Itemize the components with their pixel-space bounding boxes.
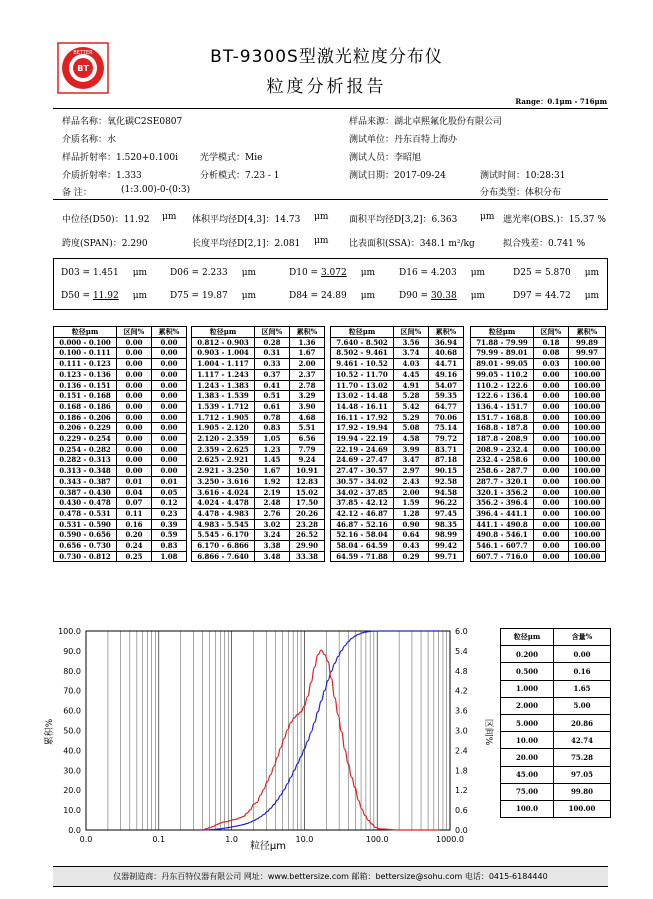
- test-time: 测试时间：10:28:31: [480, 171, 566, 181]
- table-row: 1.905 - 2.120 0.83 5.51: [192, 423, 325, 434]
- x-tick-label: 0.1: [152, 835, 166, 844]
- distribution-table-block: [330, 326, 464, 562]
- table-header: 粒径μm: [54, 327, 117, 338]
- table-row: 64.59 - 71.88 0.29 99.71: [331, 551, 464, 562]
- table-header: 累积%: [290, 327, 325, 338]
- y-left-tick-label: 0.0: [68, 826, 81, 835]
- stat-d32-unit: μm: [480, 212, 495, 222]
- table-row: 0.500 0.16: [501, 663, 611, 680]
- table-row: 0.229 - 0.254 0.00 0.00: [54, 434, 187, 445]
- table-row: 0.903 - 1.004 0.31 1.67: [192, 348, 325, 359]
- table-row: 0.100 - 0.111 0.00 0.00: [54, 348, 187, 359]
- d-value-item: D10 = 3.072 μm: [289, 268, 376, 278]
- y-left-tick-label: 90.0: [63, 646, 81, 656]
- table-row: 2.359 - 2.625 1.23 7.79: [192, 444, 325, 455]
- table-row: 79.99 - 89.01 0.08 99.97: [471, 348, 606, 359]
- table-row: 208.9 - 232.4 0.00 100.00: [471, 444, 606, 455]
- table-header: 粒径μm: [192, 327, 255, 338]
- d-value-item: D84 = 24.89 μm: [289, 291, 376, 301]
- stat-residual: 拟合残差：0.741 %: [503, 239, 586, 249]
- table-row: 0.151 - 0.168 0.00 0.00: [54, 391, 187, 402]
- stat-d50-unit: μm: [162, 212, 177, 222]
- table-header: 累积%: [429, 327, 464, 338]
- y-right-tick-labels: [455, 627, 468, 835]
- table-row: 441.1 - 490.8 0.00 100.00: [471, 519, 606, 530]
- remark-label: 备 注：: [62, 188, 92, 198]
- distribution-type: 分布类型：体积分布: [480, 188, 562, 198]
- table-row: 7.640 - 8.502 3.56 36.94: [331, 337, 464, 348]
- report-title: BT-9300S型激光粒度分布仪: [210, 47, 443, 67]
- y-left-tick-label: 50.0: [63, 726, 81, 736]
- divider: [53, 199, 608, 200]
- table-row: 2.625 - 2.921 1.45 9.24: [192, 455, 325, 466]
- table-row: 58.04 - 64.59 0.43 99.42: [331, 541, 464, 552]
- table-header: 粒径μm: [501, 629, 554, 646]
- x-tick-label: 1000.0: [436, 835, 464, 844]
- table-row: 546.1 - 607.7 0.00 100.00: [471, 541, 606, 552]
- table-row: 52.16 - 58.04 0.64 98.99: [331, 530, 464, 541]
- table-row: 1.383 - 1.539 0.51 3.29: [192, 391, 325, 402]
- table-row: 0.478 - 0.531 0.11 0.23: [54, 508, 187, 519]
- table-row: 6.170 - 6.866 3.38 29.90: [192, 541, 325, 552]
- stat-obs: 遮光率(OBS.)：15.37 %: [503, 215, 606, 225]
- report-subtitle: 粒度分析报告: [266, 77, 387, 97]
- table-row: 14.48 - 16.11 5.42 64.77: [331, 401, 464, 412]
- table-header: 粒径μm: [331, 327, 394, 338]
- table-row: 46.87 - 52.16 0.90 98.35: [331, 519, 464, 530]
- stat-span: 跨度(SPAN)：2.290: [62, 239, 148, 249]
- table-row: 1.117 - 1.243 0.37 2.37: [192, 369, 325, 380]
- sample-name: 样品名称：氧化碳C2SE0807: [62, 117, 183, 127]
- table-row: 490.8 - 546.1 0.00 100.00: [471, 530, 606, 541]
- table-row: 0.111 - 0.123 0.00 0.00: [54, 359, 187, 370]
- y-right-tick-label: 1.2: [455, 786, 468, 796]
- stat-ssa: 比表面积(SSA)：348.1 m²/kg: [349, 239, 475, 249]
- table-row: 16.11 - 17.92 5.29 70.06: [331, 412, 464, 423]
- table-row: 4.478 - 4.983 2.76 20.26: [192, 508, 325, 519]
- table-row: 1.000 1.65: [501, 680, 611, 697]
- table-row: 187.8 - 208.9 0.00 100.00: [471, 434, 606, 445]
- table-row: 136.4 - 151.7 0.00 100.00: [471, 401, 606, 412]
- d-value-item: D06 = 2.233 μm: [170, 268, 257, 278]
- table-row: 396.4 - 441.1 0.00 100.00: [471, 508, 606, 519]
- table-row: 5.545 - 6.170 3.24 26.52: [192, 530, 325, 541]
- y-left-tick-labels: [58, 627, 81, 835]
- analysis-mode: 分析模式：7.23 - 1: [200, 171, 280, 181]
- stat-d43: 体积平均径D[4,3]：14.73: [192, 215, 301, 225]
- y-right-tick-label: 5.4: [455, 646, 468, 656]
- table-row: 4.024 - 4.478 2.48 17.50: [192, 498, 325, 509]
- table-row: 0.730 - 0.812 0.25 1.08: [54, 551, 187, 562]
- table-row: 607.7 - 716.0 0.00 100.00: [471, 551, 606, 562]
- table-header: 累积%: [152, 327, 187, 338]
- table-row: 3.250 - 3.616 1.92 12.83: [192, 476, 325, 487]
- table-row: 9.461 - 10.52 4.03 44.71: [331, 359, 464, 370]
- table-row: 100.0 100.00: [501, 800, 611, 817]
- table-row: 10.00 42.74: [501, 732, 611, 749]
- stat-d21-unit: μm: [314, 236, 329, 246]
- table-row: 110.2 - 122.6 0.00 100.00: [471, 380, 606, 391]
- y-left-tick-label: 30.0: [63, 766, 81, 776]
- medium-name: 介质名称：水: [62, 135, 117, 145]
- y-right-tick-label: 4.2: [455, 686, 468, 696]
- table-row: 0.656 - 0.730 0.24 0.83: [54, 541, 187, 552]
- table-row: 0.531 - 0.590 0.16 0.39: [54, 519, 187, 530]
- range-label: Range：0.1μm - 716μm: [515, 97, 607, 106]
- table-row: 4.983 - 5.545 3.02 23.28: [192, 519, 325, 530]
- table-row: 75.00 99.80: [501, 783, 611, 800]
- y-right-tick-label: 0.6: [455, 806, 468, 816]
- table-row: 42.12 - 46.87 1.28 97.45: [331, 508, 464, 519]
- optical-mode: 光学模式：Mie: [200, 153, 263, 163]
- table-header: 区间%: [534, 327, 569, 338]
- distribution-table-block: [53, 326, 187, 562]
- table-row: 0.590 - 0.656 0.20 0.59: [54, 530, 187, 541]
- table-row: 17.92 - 19.94 5.08 75.14: [331, 423, 464, 434]
- table-row: 0.387 - 0.430 0.04 0.05: [54, 487, 187, 498]
- series-cumulative: [198, 631, 439, 830]
- table-row: 5.000 20.86: [501, 714, 611, 731]
- plot-frame: [86, 631, 450, 830]
- y-right-tick-label: 0.0: [455, 826, 468, 835]
- y-left-tick-label: 80.0: [63, 666, 81, 676]
- svg-text:BT: BT: [77, 64, 89, 73]
- content-table-grid: [500, 628, 611, 818]
- table-row: 89.01 - 99.05 0.03 100.00: [471, 359, 606, 370]
- y-right-tick-label: 3.6: [455, 706, 468, 716]
- d-value-item: D75 = 19.87 μm: [170, 291, 257, 301]
- stat-d21: 长度平均径D[2,1]：2.081: [192, 239, 301, 249]
- table-row: 151.7 - 168.8 0.00 100.00: [471, 412, 606, 423]
- divider: [53, 108, 608, 109]
- table-row: 6.866 - 7.640 3.48 33.38: [192, 551, 325, 562]
- table-row: 0.123 - 0.136 0.00 0.00: [54, 369, 187, 380]
- table-row: 71.88 - 79.99 0.18 99.89: [471, 337, 606, 348]
- table-row: 22.19 - 24.69 3.99 83.71: [331, 444, 464, 455]
- table-row: 356.2 - 396.4 0.00 100.00: [471, 498, 606, 509]
- table-row: 122.6 - 136.4 0.00 100.00: [471, 391, 606, 402]
- table-header: 区间%: [117, 327, 152, 338]
- d-value-item: D97 = 44.72 μm: [513, 291, 600, 301]
- table-row: 0.136 - 0.151 0.00 0.00: [54, 380, 187, 391]
- y-left-tick-label: 20.0: [63, 786, 81, 796]
- d-value-item: D50 = 11.92 μm: [61, 291, 148, 301]
- y-left-tick-label: 40.0: [63, 746, 81, 756]
- y-right-tick-label: 3.0: [455, 726, 468, 736]
- table-row: 1.004 - 1.117 0.33 2.00: [192, 359, 325, 370]
- table-row: 27.47 - 30.57 2.97 90.15: [331, 466, 464, 477]
- y-right-tick-label: 2.4: [455, 746, 468, 756]
- y-right-tick-label: 6.0: [455, 627, 468, 636]
- y-right-tick-label: 1.8: [455, 766, 468, 776]
- table-row: 0.343 - 0.387 0.01 0.01: [54, 476, 187, 487]
- d-values-box: [53, 258, 608, 310]
- stat-d32: 面积平均径D[3,2]：6.363: [349, 215, 458, 225]
- table-row: 34.02 - 37.85 2.00 94.58: [331, 487, 464, 498]
- table-row: 1.539 - 1.712 0.61 3.90: [192, 401, 325, 412]
- table-row: 19.94 - 22.19 4.58 79.72: [331, 434, 464, 445]
- x-tick-label: 10.0: [295, 835, 314, 844]
- d-value-item: D16 = 4.203 μm: [399, 268, 486, 278]
- stat-d43-unit: μm: [314, 212, 329, 222]
- distribution-chart: [40, 620, 495, 860]
- table-row: 0.812 - 0.903 0.28 1.36: [192, 337, 325, 348]
- table-row: 20.00 75.28: [501, 749, 611, 766]
- x-tick-label: 0.0: [79, 835, 93, 844]
- table-row: 2.000 5.00: [501, 697, 611, 714]
- remark-value: (1:3.00)-0-(0:3): [121, 185, 191, 195]
- table-row: 168.8 - 187.8 0.00 100.00: [471, 423, 606, 434]
- x-tick-label: 100.0: [365, 835, 389, 844]
- x-tick-label: 1.0: [225, 835, 238, 844]
- table-row: 0.206 - 0.229 0.00 0.00: [54, 423, 187, 434]
- table-row: 287.7 - 320.1 0.00 100.00: [471, 476, 606, 487]
- test-unit: 测试单位：丹东百特上海办: [349, 135, 458, 145]
- table-header: 区间%: [255, 327, 290, 338]
- table-row: 45.00 97.05: [501, 766, 611, 783]
- distribution-table-block: [191, 326, 325, 562]
- table-row: 2.921 - 3.250 1.67 10.91: [192, 466, 325, 477]
- table-row: 30.57 - 34.02 2.43 92.58: [331, 476, 464, 487]
- table-row: 1.712 - 1.905 0.78 4.68: [192, 412, 325, 423]
- table-row: 0.200 0.00: [501, 646, 611, 663]
- table-row: 13.02 - 14.48 5.28 59.35: [331, 391, 464, 402]
- table-row: 2.120 - 2.359 1.05 6.56: [192, 434, 325, 445]
- table-row: 0.254 - 0.282 0.00 0.00: [54, 444, 187, 455]
- table-row: 1.243 - 1.383 0.41 2.78: [192, 380, 325, 391]
- d-value-item: D90 = 30.38 μm: [399, 291, 486, 301]
- table-row: 0.000 - 0.100 0.00 0.00: [54, 337, 187, 348]
- chart-grid: [86, 631, 447, 830]
- table-row: 99.05 - 110.2 0.00 100.00: [471, 369, 606, 380]
- table-row: 0.313 - 0.348 0.00 0.00: [54, 466, 187, 477]
- table-header: 区间%: [394, 327, 429, 338]
- y-left-tick-label: 70.0: [63, 686, 81, 696]
- table-row: 232.4 - 258.6 0.00 100.00: [471, 455, 606, 466]
- tester: 测试人员：李昭旭: [349, 153, 422, 163]
- test-date: 测试日期：2017-09-24: [349, 171, 446, 181]
- series-interval: [198, 650, 439, 830]
- table-row: 3.616 - 4.024 2.19 15.02: [192, 487, 325, 498]
- table-header: 累积%: [569, 327, 606, 338]
- table-row: 0.186 - 0.206 0.00 0.00: [54, 412, 187, 423]
- table-row: 11.70 - 13.02 4.91 54.07: [331, 380, 464, 391]
- y-right-tick-label: 4.8: [455, 666, 468, 676]
- table-row: 37.85 - 42.12 1.59 96.22: [331, 498, 464, 509]
- y-right-axis-label: 区间%: [483, 718, 493, 746]
- y-left-tick-label: 60.0: [63, 706, 81, 716]
- table-row: 10.52 - 11.70 4.45 49.16: [331, 369, 464, 380]
- y-left-tick-label: 100.0: [58, 627, 81, 636]
- table-row: 0.168 - 0.186 0.00 0.00: [54, 401, 187, 412]
- svg-text:BETTER: BETTER: [73, 50, 93, 56]
- table-row: 258.6 - 287.7 0.00 100.00: [471, 466, 606, 477]
- table-row: 320.1 - 356.2 0.00 100.00: [471, 487, 606, 498]
- table-row: 24.69 - 27.47 3.47 87.18: [331, 455, 464, 466]
- table-row: 8.502 - 9.461 3.74 40.68: [331, 348, 464, 359]
- stat-d50: 中位径(D50)：11.92: [62, 215, 150, 225]
- table-row: 0.282 - 0.313 0.00 0.00: [54, 455, 187, 466]
- y-left-axis-label: 累积%: [45, 718, 55, 746]
- d-value-item: D03 = 1.451 μm: [61, 268, 148, 278]
- x-axis-label: 粒径μm: [249, 841, 287, 852]
- table-header: 含量%: [554, 629, 611, 646]
- medium-ri: 介质折射率：1.333: [62, 171, 142, 181]
- table-header: 粒径μm: [471, 327, 534, 338]
- table-row: 0.430 - 0.478 0.07 0.12: [54, 498, 187, 509]
- sample-source: 样品来源：湖北卓熙氟化股份有限公司: [349, 117, 503, 127]
- y-left-tick-label: 10.0: [63, 806, 81, 816]
- distribution-table-block: [470, 326, 606, 562]
- sample-ri: 样品折射率：1.520+0.100i: [62, 153, 178, 163]
- footer: 仪器制造商：丹东百特仪器有限公司 网址：www.bettersize.com 邮箱：bettersize@sohu.com 电话：0415-6184440: [53, 866, 608, 887]
- d-value-item: D25 = 5.870 μm: [513, 268, 600, 278]
